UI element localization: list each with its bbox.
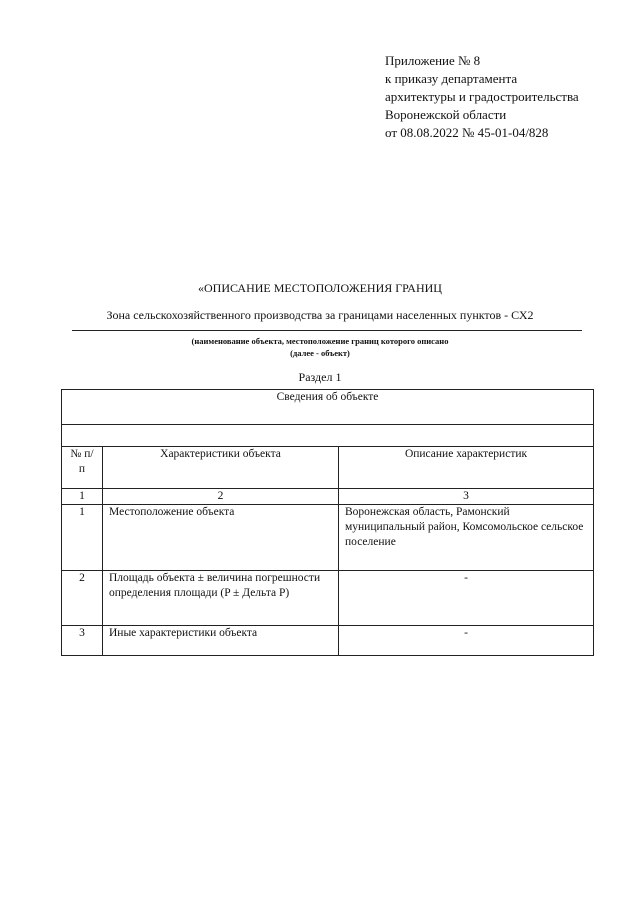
table-row [62, 571, 594, 626]
appendix-line: от 08.08.2022 № 45-01-04/828 [385, 125, 549, 140]
appendix-line: к приказу департамента [385, 71, 518, 86]
column-number: 3 [339, 489, 594, 505]
table-row [62, 505, 594, 571]
row-number: 1 [62, 505, 103, 571]
column-header-description: Описание характеристик [339, 447, 594, 489]
table-columns-row [62, 447, 594, 489]
table-row [62, 626, 594, 656]
document-title: «ОПИСАНИЕ МЕСТОПОЛОЖЕНИЯ ГРАНИЦ [198, 281, 442, 295]
column-header-number: № п/п [62, 447, 103, 489]
spacer-cell [62, 425, 594, 447]
row-description: - [339, 571, 594, 626]
row-description: - [339, 626, 594, 656]
table-spacer-row [62, 425, 594, 447]
object-info-table [61, 389, 594, 656]
row-number: 2 [62, 571, 103, 626]
row-number: 3 [62, 626, 103, 656]
underline-rule [72, 330, 582, 331]
table-numbers-row [62, 489, 594, 505]
appendix-line: архитектуры и градостроительства [385, 89, 579, 104]
row-characteristic: Местоположение объекта [103, 505, 339, 571]
column-header-characteristic: Характеристики объекта [103, 447, 339, 489]
row-description: Воронежская область, Рамонский муниципальный район, Комсомольское сельское поселение [339, 505, 594, 571]
row-characteristic: Иные характеристики объекта [103, 626, 339, 656]
caption-line: (наименование объекта, местоположение границ которого описано [191, 336, 449, 346]
appendix-line: Воронежской области [385, 107, 507, 122]
table-header: Сведения об объекте [62, 390, 594, 425]
object-caption [0, 335, 640, 359]
column-number: 1 [62, 489, 103, 505]
appendix-block [385, 52, 579, 142]
section-label: Раздел 1 [298, 370, 342, 384]
appendix-line: Приложение № 8 [385, 53, 481, 68]
table-header-row [62, 390, 594, 425]
object-name: Зона сельскохозяйственного производства за границами населенных пунктов - СХ2 [106, 308, 534, 322]
column-number: 2 [103, 489, 339, 505]
row-characteristic: Площадь объекта ± величина погрешности определения площади (P ± Дельта P) [103, 571, 339, 626]
caption-line: (далее - объект) [290, 348, 350, 358]
